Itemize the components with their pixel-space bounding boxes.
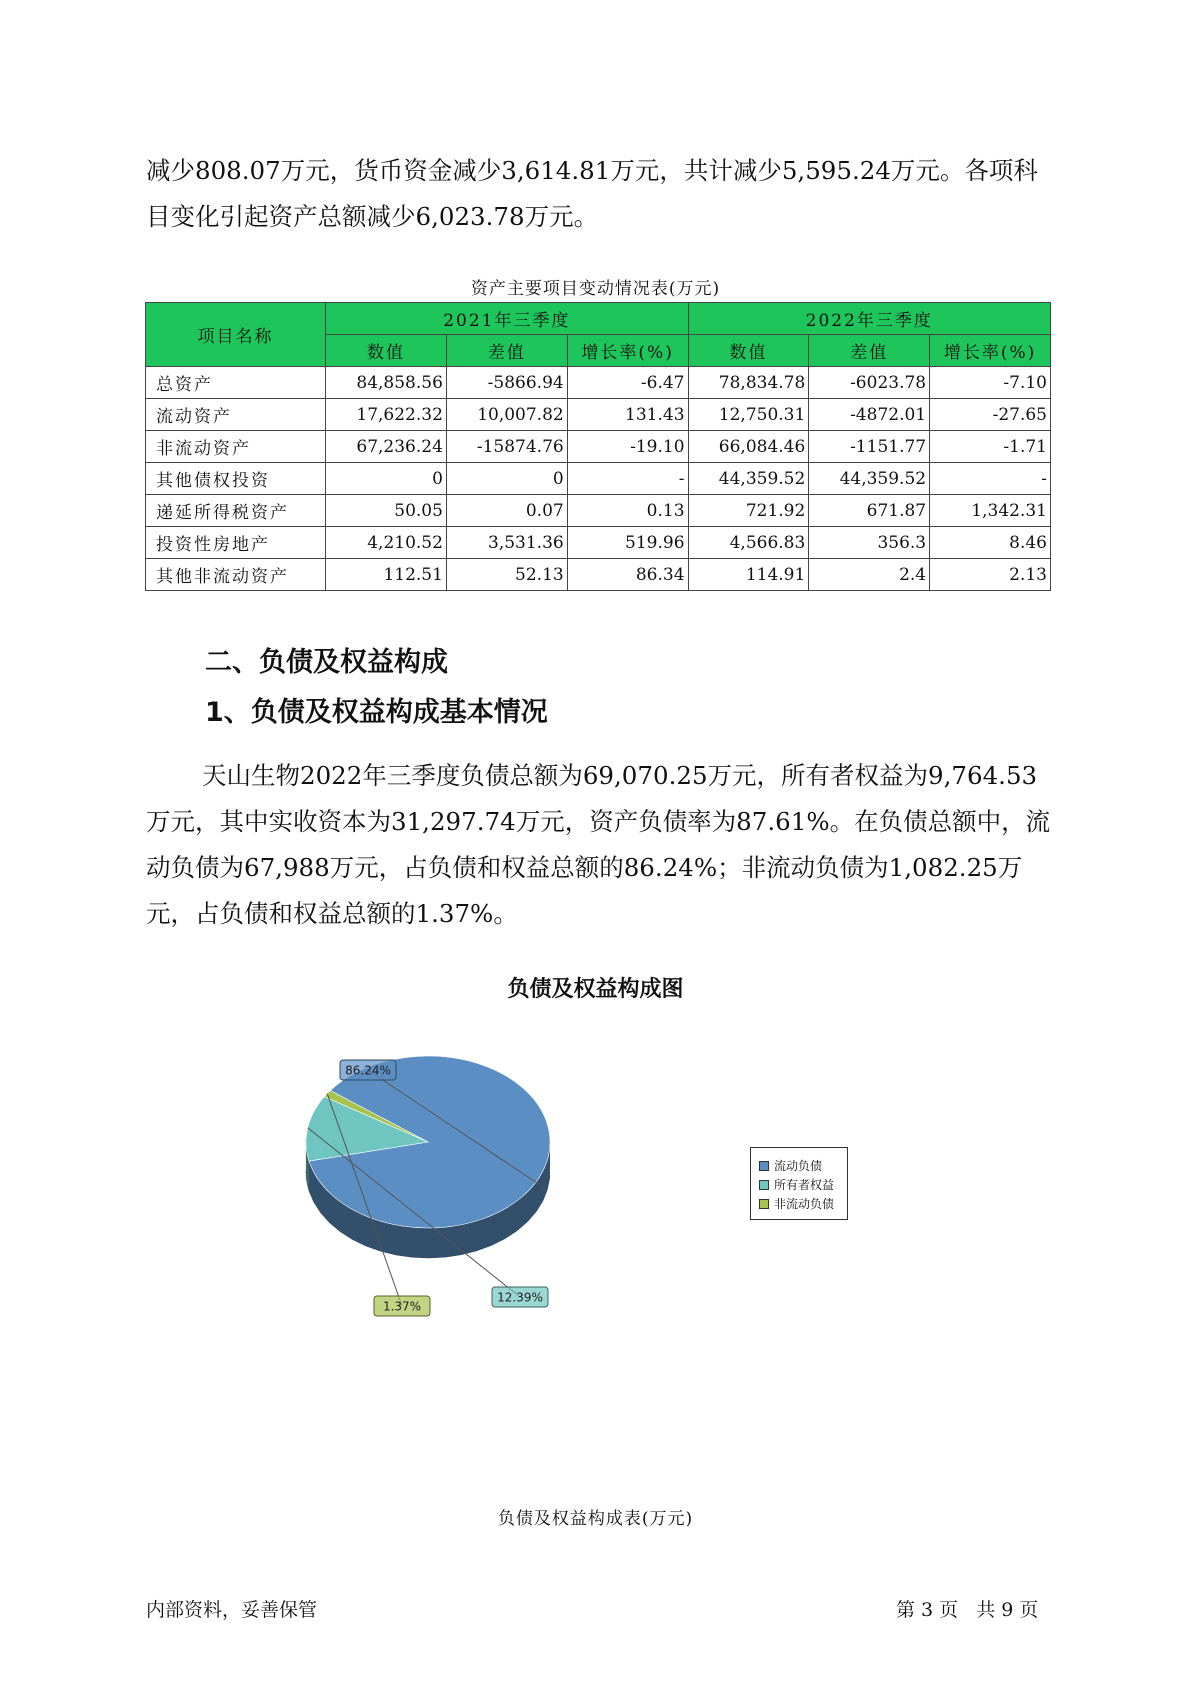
chart-legend [750,1147,848,1220]
subheader-value-2021: 数值 [326,335,447,367]
legend-swatch [759,1180,769,1190]
page-current: 3 [921,1599,934,1621]
table-cell: 10,007.82 [446,399,567,431]
table-cell: 0.13 [567,495,688,527]
table-cell: -1.71 [930,431,1051,463]
legend-item-noncurrent-liabilities [759,1194,847,1213]
page-unit: 页 [939,1599,959,1621]
table-cell: -6.47 [567,367,688,399]
footer-confidential-note: 内部资料，妥善保管 [146,1599,318,1621]
total-unit: 页 [1019,1599,1039,1621]
table-cell: 8.46 [930,527,1051,559]
legend-label: 所有者权益 [774,1178,835,1192]
subsection-heading: 1、负债及权益构成基本情况 [205,697,548,728]
table-cell: 721.92 [688,495,809,527]
row-item-name: 递延所得税资产 [146,495,326,527]
table-cell: -5866.94 [446,367,567,399]
table-cell: 67,236.24 [326,431,447,463]
subheader-diff-2021: 差值 [446,335,567,367]
table-cell: -27.65 [930,399,1051,431]
table-cell: 519.96 [567,527,688,559]
subheader-value-2022: 数值 [688,335,809,367]
data-label: 12.39% [497,1290,543,1305]
table-cell: -6023.78 [809,367,930,399]
table-cell: 0 [326,463,447,495]
section-heading: 二、负债及权益构成 [205,647,448,678]
subheader-growth-2021: 增长率(%) [567,335,688,367]
table-cell: 44,359.52 [809,463,930,495]
table-cell: 1,342.31 [930,495,1051,527]
table-cell: -15874.76 [446,431,567,463]
table-cell: -4872.01 [809,399,930,431]
table-cell: -7.10 [930,367,1051,399]
row-item-name: 投资性房地产 [146,527,326,559]
table-cell: 356.3 [809,527,930,559]
table-cell: 4,210.52 [326,527,447,559]
table-cell: -1151.77 [809,431,930,463]
table-cell: 84,858.56 [326,367,447,399]
subheader-growth-2022: 增长率(%) [930,335,1051,367]
page-number [893,1595,1041,1622]
row-item-name: 流动资产 [146,399,326,431]
table-cell: 50.05 [326,495,447,527]
row-item-name: 其他债权投资 [146,463,326,495]
table-caption: 资产主要项目变动情况表(万元) [470,279,721,299]
table-cell: 114.91 [688,559,809,591]
table-cell: 0 [446,463,567,495]
table-cell: 2.4 [809,559,930,591]
legend-label: 非流动负债 [774,1197,835,1211]
data-label: 86.24% [345,1063,391,1078]
table-cell: 86.34 [567,559,688,591]
paragraph-asset-summary: 减少808.07万元，货币资金减少3,614.81万元，共计减少5,595.24万元。各项科目变化引起资产总额减少6,023.78万元。 [146,156,1038,231]
page-prefix: 第 [896,1599,916,1621]
legend-item-current-liabilities [759,1156,847,1175]
table-cell: 66,084.46 [688,431,809,463]
table-cell: 2.13 [930,559,1051,591]
header-item-name: 项目名称 [146,303,326,367]
legend-swatch [759,1199,769,1209]
legend-swatch [759,1161,769,1171]
table-cell: 4,566.83 [688,527,809,559]
page-total: 9 [1001,1599,1014,1621]
table-cell: 0.07 [446,495,567,527]
total-prefix: 共 [976,1599,996,1621]
row-item-name: 其他非流动资产 [146,559,326,591]
table-cell: 78,834.78 [688,367,809,399]
subheader-diff-2022: 差值 [809,335,930,367]
paragraph-liability-summary: 天山生物2022年三季度负债总额为69,070.25万元，所有者权益为9,764.53万元，其中实收资本为31,297.74万元，资产负债率为87.61%。在负债总额中，流动负债为67,988万元，占负债和权益总额的86.24%；非流动负债为1,082.25万元，占负债和权益总额的1.37%。 [146,761,1051,928]
header-2022q3: 2022年三季度 [688,303,1050,335]
legend-item-owners-equity [759,1175,847,1194]
table-cell: - [930,463,1051,495]
header-2021q3: 2021年三季度 [326,303,688,335]
data-label: 1.37% [382,1299,422,1314]
table2-caption: 负债及权益构成表(万元) [497,1509,694,1529]
table-cell: - [567,463,688,495]
table-cell: 12,750.31 [688,399,809,431]
table-cell: 131.43 [567,399,688,431]
table-cell: 112.51 [326,559,447,591]
table-cell: 17,622.32 [326,399,447,431]
table-cell: 671.87 [809,495,930,527]
table-cell: 44,359.52 [688,463,809,495]
legend-label: 流动负债 [774,1159,823,1173]
table-cell: 52.13 [446,559,567,591]
table-cell: -19.10 [567,431,688,463]
table-cell: 3,531.36 [446,527,567,559]
row-item-name: 非流动资产 [146,431,326,463]
chart-title: 负债及权益构成图 [507,977,684,1002]
row-item-name: 总资产 [146,367,326,399]
